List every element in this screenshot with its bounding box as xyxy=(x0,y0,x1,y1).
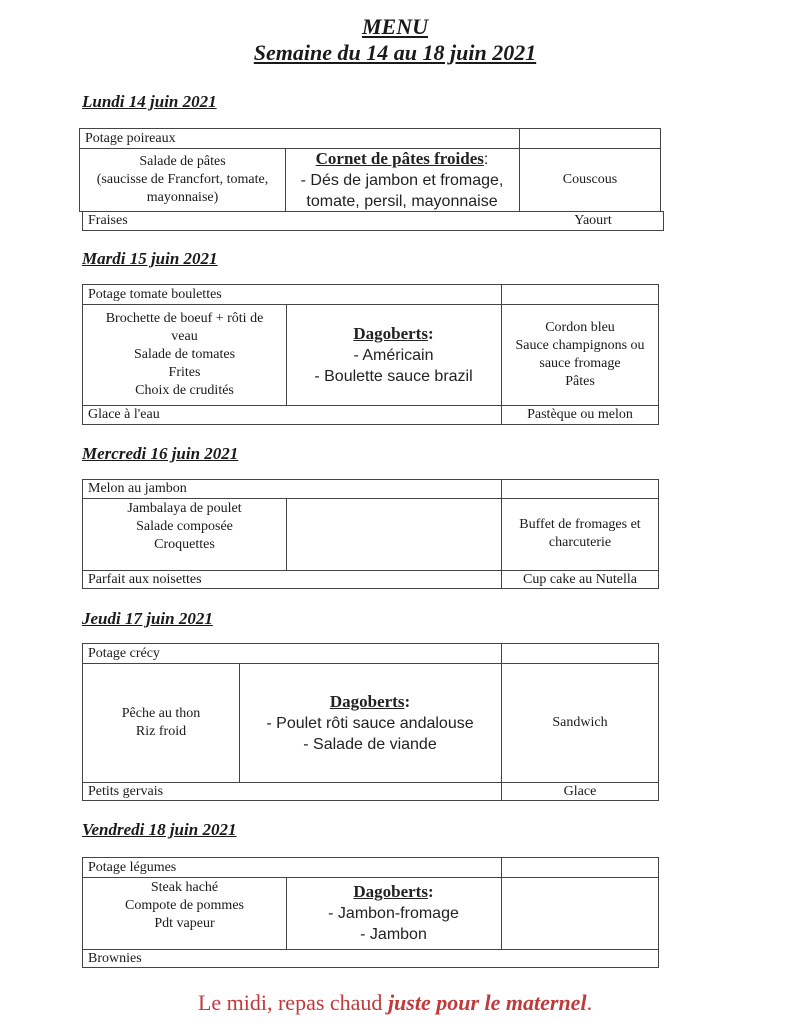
menu-table-vendredi xyxy=(82,857,659,968)
special-dish xyxy=(286,877,501,949)
menu-table-jeudi xyxy=(82,643,659,801)
special-title: Dagoberts xyxy=(353,323,428,343)
special-line: - Salade de viande xyxy=(303,735,437,753)
special-line: - Jambon-fromage xyxy=(328,905,459,922)
special-colon: : xyxy=(404,691,411,711)
alt-dessert: Cup cake au Nutella xyxy=(523,571,637,587)
main-dish xyxy=(80,148,285,212)
special-dish xyxy=(285,148,519,212)
day-heading-mardi: Mardi 15 juin 2021 xyxy=(82,249,218,268)
soup: Melon au jambon xyxy=(88,481,187,496)
soup: Potage crécy xyxy=(88,645,160,661)
alt-line: Sandwich xyxy=(552,714,608,730)
soup: Potage tomate boulettes xyxy=(88,286,222,302)
menu-table-lundi xyxy=(79,128,661,212)
menu-table-mercredi xyxy=(82,479,659,589)
dessert: Fraises xyxy=(88,213,128,228)
special-colon: : xyxy=(483,151,489,168)
main-dish xyxy=(83,498,286,556)
footer-end: . xyxy=(586,990,593,1015)
main-dish xyxy=(83,304,286,405)
special-title: Cornet de pâtes froides xyxy=(315,149,484,168)
alt-line: Couscous xyxy=(562,172,618,187)
page-subtitle: Semaine du 14 au 18 juin 2021 xyxy=(253,40,537,65)
day-heading-jeudi: Jeudi 17 juin 2021 xyxy=(82,609,213,628)
special-line: - Boulette sauce brazil xyxy=(314,367,473,385)
dessert: Brownies xyxy=(88,950,142,966)
alt-line: Buffet de fromages et xyxy=(519,517,641,532)
dessert-row-lundi xyxy=(82,211,664,231)
main-line: Choix de crudités xyxy=(135,382,234,398)
alt-line: Pâtes xyxy=(565,373,595,389)
main-line: Croquettes xyxy=(154,537,215,552)
alternative-dish xyxy=(501,663,659,782)
main-dish xyxy=(83,663,239,782)
main-line: Compote de pommes xyxy=(125,898,244,913)
special-line: - Jambon xyxy=(360,926,427,943)
soup: Potage légumes xyxy=(88,859,177,875)
page-title: MENU xyxy=(361,14,428,39)
menu-table-mardi xyxy=(82,284,659,425)
alt-line: sauce fromage xyxy=(539,355,621,371)
special-dish xyxy=(239,663,501,782)
main-line: Pêche au thon xyxy=(121,705,201,721)
footer-text: Le midi, repas chaud xyxy=(197,990,388,1015)
special-title: Dagoberts xyxy=(329,691,405,711)
day-heading-vendredi: Vendredi 18 juin 2021 xyxy=(82,820,237,839)
day-heading-mercredi: Mercredi 16 juin 2021 xyxy=(82,444,239,463)
main-line: Frites xyxy=(168,364,201,380)
soup: Potage poireaux xyxy=(85,130,176,146)
alternative-dish xyxy=(501,304,659,405)
alt-line: Cordon bleu xyxy=(545,319,615,335)
main-line: Salade composée xyxy=(136,519,233,534)
day-heading-lundi: Lundi 14 juin 2021 xyxy=(82,92,217,111)
special-title: Dagoberts xyxy=(353,882,428,901)
main-dish xyxy=(83,877,286,935)
main-line: Brochette de boeuf + rôti de xyxy=(105,310,264,326)
special-dish xyxy=(286,304,501,405)
footer-note xyxy=(0,990,790,1016)
alt-dessert: Yaourt xyxy=(574,213,612,228)
main-line: (saucisse de Francfort, tomate, xyxy=(96,172,269,187)
main-line: Steak haché xyxy=(150,880,219,895)
special-line: - Poulet rôti sauce andalouse xyxy=(266,714,474,732)
special-line: - Dés de jambon et fromage, xyxy=(300,172,504,189)
special-colon: : xyxy=(427,882,434,901)
alternative-dish xyxy=(501,498,659,570)
alt-dessert: Glace xyxy=(563,783,597,799)
special-line: - Américain xyxy=(353,346,434,364)
alt-line: charcuterie xyxy=(548,535,612,550)
main-line: Salade de tomates xyxy=(133,346,236,362)
main-line: Jambalaya de poulet xyxy=(127,501,242,516)
alt-line: Sauce champignons ou xyxy=(515,337,645,353)
footer-emphasis: juste pour le maternel xyxy=(387,990,587,1015)
dessert: Glace à l'eau xyxy=(88,407,160,422)
special-colon: : xyxy=(427,323,434,343)
main-line: mayonnaise) xyxy=(146,190,219,205)
main-line: Riz froid xyxy=(135,723,187,739)
main-line: Pdt vapeur xyxy=(154,916,215,931)
dessert: Petits gervais xyxy=(88,783,164,799)
alternative-dish xyxy=(519,148,661,212)
dessert: Parfait aux noisettes xyxy=(88,571,202,587)
alt-dessert: Pastèque ou melon xyxy=(527,407,633,422)
main-line: Salade de pâtes xyxy=(139,154,226,169)
special-line: tomate, persil, mayonnaise xyxy=(306,193,498,210)
main-line: veau xyxy=(171,328,198,344)
